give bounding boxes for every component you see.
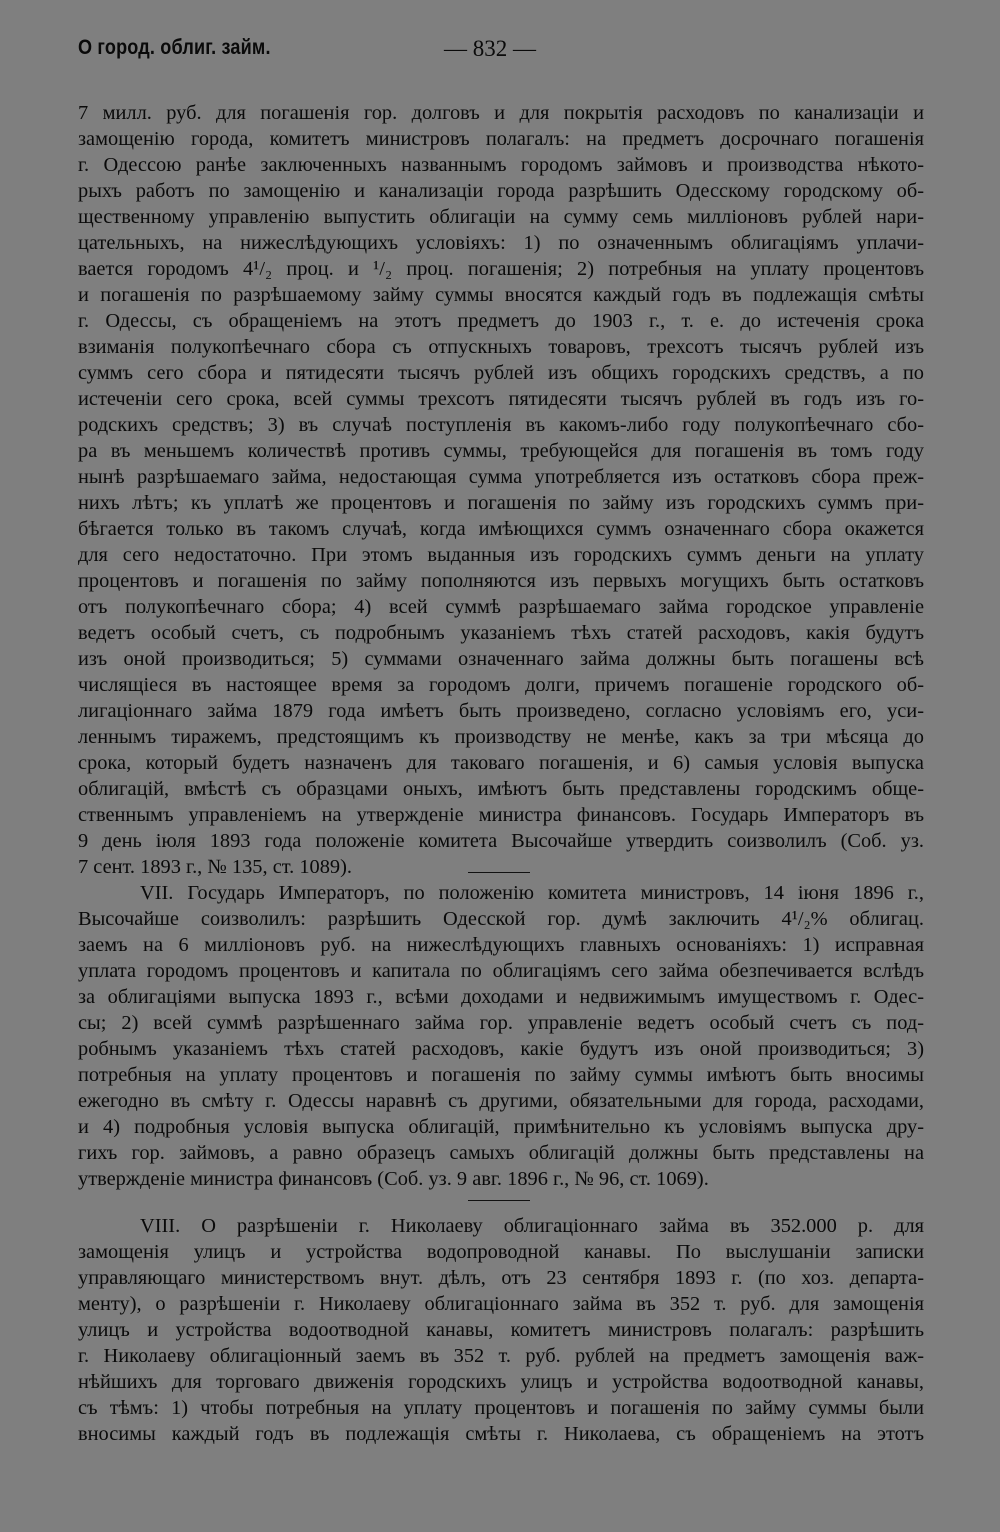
text-line: робнымъ указаніемъ тѣхъ статей расходовъ, какіе будутъ изъ оной производиться; 3) xyxy=(78,1038,924,1060)
text-line: ведетъ особый счетъ, съ подробнымъ указаніемъ тѣхъ статей расходовъ, какія будутъ xyxy=(78,622,924,644)
text-line: изъ оной производиться; 5) суммами означеннаго займа должны быть погашены всѣ xyxy=(78,648,924,670)
text-line: ежегодно въ смѣту г. Одессы наравнѣ съ другими, обязательными для города, расходами, xyxy=(78,1090,924,1112)
text-line: уплата городомъ процентовъ и капитала по облигаціямъ сего займа обезпечивается вслѣдъ xyxy=(78,960,924,982)
text-line: для сего недостаточно. При этомъ выданныя изъ городскихъ суммъ деньги на уплату xyxy=(78,544,924,566)
text-line: 7 сент. 1893 г., № 135, ст. 1089). xyxy=(78,856,352,878)
text-line: Высочайше соизволилъ: разрѣшить Одесской гор. думѣ заключить 4¹/₂% облигац. xyxy=(78,908,924,930)
text-line: бѣгается только въ такомъ случаѣ, когда имѣющихся суммъ означеннаго сбора окажется xyxy=(78,518,924,540)
text-line: числящіеся въ настоящее время за городомъ долги, причемъ погашеніе городского об- xyxy=(78,674,924,696)
text-line: срока, который будетъ назначенъ для таковаго погашенія, и 6) самыя условія выпуска xyxy=(78,752,924,774)
text-line: цательныхъ, на нижеслѣдующихъ условіяхъ: 1) по означеннымъ облигаціямъ уплачи- xyxy=(78,232,924,254)
text-line: облигацій, вмѣстѣ съ образцами оныхъ, имѣютъ быть представлены городскимъ обще- xyxy=(78,778,924,800)
text-line: отъ полукопѣечнаго сбора; 4) всей суммѣ разрѣшаемаго займа городское управленіе xyxy=(78,596,924,618)
text-line: улицъ и устройства водоотводной канавы, комитетъ министровъ полагалъ: разрѣшить xyxy=(78,1319,924,1341)
text-line: вносимы каждый годъ въ подлежащія смѣты г. Николаева, съ обращеніемъ на этотъ xyxy=(78,1423,924,1445)
section-divider xyxy=(468,1200,530,1201)
text-line: сы; 2) всей суммѣ разрѣшеннаго займа гор. управленіе ведетъ особый счетъ съ под- xyxy=(78,1012,924,1034)
text-line: щественному управленію выпустить облигаціи на сумму семь милліоновъ рублей нари- xyxy=(78,206,924,228)
text-line: 9 день іюля 1893 года положеніе комитета Высочайше утвердить соизволилъ (Соб. уз. xyxy=(78,830,924,852)
text-line: замощенію города, комитетъ министровъ полагалъ: на предметъ досрочнаго погашенія xyxy=(78,128,924,150)
text-line: ственнымъ управленіемъ на утвержденіе министра финансовъ. Государь Императоръ въ xyxy=(78,804,924,826)
text-line: и 4) подробныя условія выпуска облигацій, примѣнительно къ условіямъ выпуска дру- xyxy=(78,1116,924,1138)
text-line: VIII. О разрѣшеніи г. Николаеву облигаціоннаго займа въ 352.000 р. для xyxy=(140,1215,924,1237)
text-line: взиманія полукопѣечнаго сбора съ отпускныхъ товаровъ, трехсотъ тысячъ рублей изъ xyxy=(78,336,924,358)
page-number: — 832 — xyxy=(444,36,536,61)
text-line: 7 милл. руб. для погашенія гор. долговъ и для покрытія расходовъ по канализаціи и xyxy=(78,102,924,124)
text-line: лигаціоннаго займа 1879 года имѣетъ быть произведено, согласно условіямъ его, уси- xyxy=(78,700,924,722)
text-line: нынѣ разрѣшаемаго займа, недостающая сумма употребляется изъ остатковъ сбора преж- xyxy=(78,466,924,488)
text-line: VII. Государь Императоръ, по положенію комитета министровъ, 14 іюня 1896 г., xyxy=(140,882,924,904)
section-divider xyxy=(468,872,530,873)
text-line: истеченіи сего срока, всей суммы трехсотъ пятидесяти тысячъ рублей въ годъ изъ го- xyxy=(78,388,924,410)
text-line: леннымъ тиражемъ, предстоящимъ къ производству не менѣе, какъ за три мѣсяца до xyxy=(78,726,924,748)
text-line: процентовъ и погашенія по займу пополняются изъ первыхъ могущихъ быть остатковъ xyxy=(78,570,924,592)
text-line: управляющаго министерствомъ внут. дѣлъ, отъ 23 сентября 1893 г. (по хоз. департа- xyxy=(78,1267,924,1289)
text-line: ра въ меньшемъ количествѣ противъ суммы, требующейся для погашенія въ томъ году xyxy=(78,440,924,462)
text-line: за облигаціями выпуска 1893 г., всѣми доходами и недвижимымъ имуществомъ г. Одес- xyxy=(78,986,924,1008)
text-line: гихъ гор. займовъ, а равно образецъ самыхъ облигацій должны быть представлены на xyxy=(78,1142,924,1164)
text-line: вается городомъ 4¹/₂ проц. и ¹/₂ проц. погашенія; 2) потребныя на уплату процентовъ xyxy=(78,258,924,280)
text-line: утвержденіе министра финансовъ (Соб. уз. 9 авг. 1896 г., № 96, ст. 1069). xyxy=(78,1168,709,1190)
text-line: г. Одессою ранѣе заключенныхъ названнымъ городомъ займовъ и производства нѣкото- xyxy=(78,154,924,176)
text-line: потребныя на уплату процентовъ и погашенія по займу суммы имѣютъ быть вносимы xyxy=(78,1064,924,1086)
text-line: съ тѣмъ: 1) чтобы потребныя на уплату процентовъ и погашенія по займу суммы были xyxy=(78,1397,924,1419)
paragraph-odessa-1893 xyxy=(78,100,924,880)
text-line: менту), о разрѣшеніи г. Николаеву облигаціоннаго займа въ 352 т. руб. для замощенія xyxy=(78,1293,924,1315)
text-line: замощенія улицъ и устройства водопроводной канавы. По выслушаніи записки xyxy=(78,1241,924,1263)
paragraph-vii-odessa-1896 xyxy=(78,880,924,1192)
text-line: нѣйшихъ для торговаго движенія городскихъ улицъ и устройства водоотводной канавы, xyxy=(78,1371,924,1393)
text-line: г. Николаеву облигаціонный заемъ въ 352 т. руб. рублей на предметъ замощенія важ- xyxy=(78,1345,924,1367)
page-header xyxy=(78,36,924,70)
text-line: г. Одессы, съ обращеніемъ на этотъ предметъ до 1903 г., т. е. до истеченія срока xyxy=(78,310,924,332)
text-line: родскихъ средствъ; 3) въ случаѣ поступленія въ какомъ-либо году полукопѣечнаго сбо- xyxy=(78,414,924,436)
paragraph-viii-nikolaev xyxy=(78,1213,924,1447)
text-line: и погашенія по разрѣшаемому займу суммы вносятся каждый годъ въ подлежащія смѣты xyxy=(78,284,924,306)
running-title: О город. облиг. займ. xyxy=(78,36,271,59)
text-line: нихъ лѣтъ; къ уплатѣ же процентовъ и погашенія по займу изъ городскихъ суммъ при- xyxy=(78,492,924,514)
text-line: рыхъ работъ по замощенію и канализаціи города разрѣшить Одесскому городскому об- xyxy=(78,180,924,202)
text-line: заемъ на 6 милліоновъ руб. на нижеслѣдующихъ главныхъ основаніяхъ: 1) исправная xyxy=(78,934,924,956)
text-line: суммъ сего сбора и пятидесяти тысячъ рублей изъ общихъ городскихъ средствъ, а по xyxy=(78,362,924,384)
